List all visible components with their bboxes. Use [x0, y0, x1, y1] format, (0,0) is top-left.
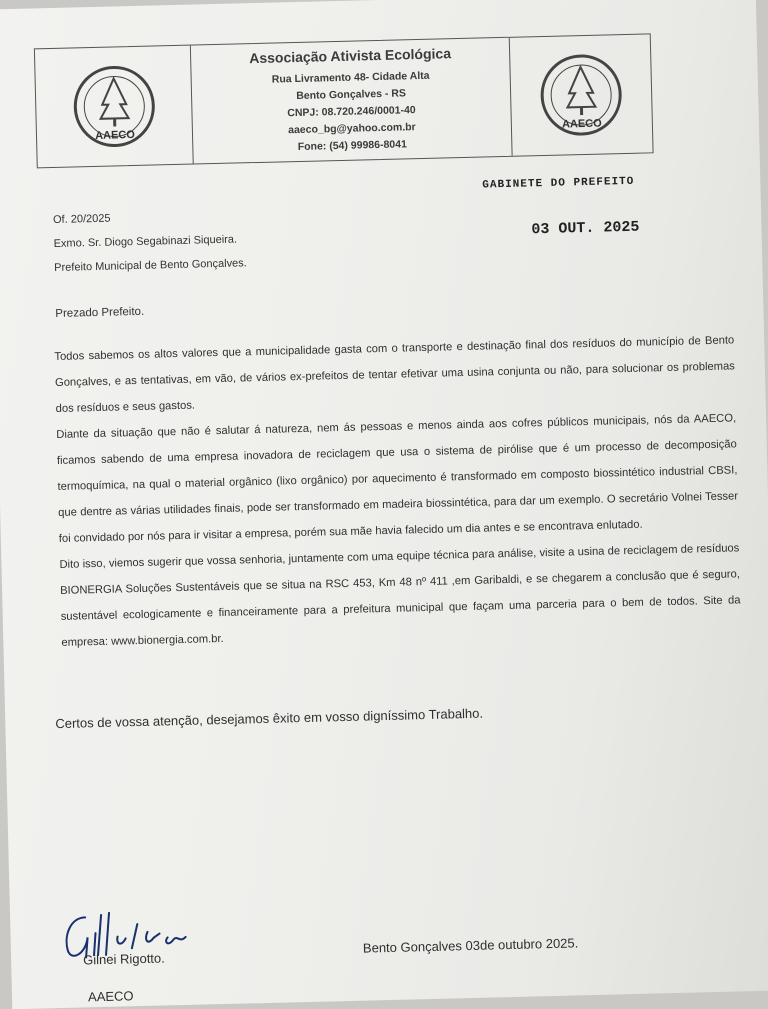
- aaeco-logo-icon: [538, 52, 624, 138]
- left-logo-cell: [35, 46, 194, 168]
- letterhead: [34, 33, 654, 168]
- stamp-date: 03 OUT. 2025: [531, 219, 639, 239]
- signer-name: Gilnei Rigotto.: [83, 950, 165, 967]
- closing-line: Certos de vossa atenção, desejamos êxito em vosso digníssimo Trabalho.: [55, 706, 483, 731]
- svg-text:AAECO: AAECO: [95, 129, 135, 142]
- letter-body: [54, 327, 741, 656]
- org-city: Bento Gonçalves - RS: [192, 83, 510, 108]
- org-address: Rua Livramento 48- Cidade Alta: [192, 66, 510, 91]
- signer-org: AAECO: [88, 988, 134, 1004]
- letter-reference: Of. 20/2025: [53, 213, 111, 226]
- svg-text:AAECO: AAECO: [562, 118, 602, 131]
- aaeco-logo-icon: [71, 63, 157, 149]
- right-logo-cell: [509, 34, 653, 155]
- org-email: aaeco_bg@yahoo.com.br: [193, 117, 511, 142]
- stamp-title: GABINETE DO PREFEITO: [482, 176, 634, 192]
- salutation: Prezado Prefeito.: [55, 306, 144, 320]
- org-cnpj: CNPJ: 08.720.246/0001-40: [192, 100, 510, 125]
- body-paragraph-3: Dito isso, viemos sugerir que vossa senhoria, juntamente com uma equipe técnica para análise, visite a usina de reciclagem de resíduos BIONERGIA Soluções Sustentáveis que se situa na RSC 453, Km 48 nº 411 ,em Garibaldi, e se chegarem a conclusão que é seguro, sustentável ecologicamente e financeiramente para a prefeitura municipal que façam uma parceria para o bem de todos. Site da empresa: www.bionergia.com.br.: [59, 535, 741, 656]
- letter-recipient-title: Prefeito Municipal de Bento Gonçalves.: [54, 257, 247, 274]
- letter-recipient: Exmo. Sr. Diogo Segabinazi Siqueira.: [54, 234, 238, 250]
- org-phone: Fone: (54) 99986-8041: [193, 134, 511, 159]
- place-date: Bento Gonçalves 03de outubro 2025.: [363, 935, 579, 955]
- body-paragraph-2: Diante da situação que não é salutar á natureza, nem ás pessoas e menos ainda aos cofres públicos municipais, nós da AAECO, ficamos sabendo de uma empresa inovadora de reciclagem que usa o sistema de pirólise que é um processo de decomposição termoquímica, na qual o material orgânico (lixo orgânico) por aquecimento é transformado em composto biossintético industrial CBSI, que dentre as várias utilidades finais, pode ser transformado em madeira biossintética, para dar um exemplo. O secretário Volnei Tesser foi convidado por nós para ir visitar a empresa, porém sua mãe havia falecido um dia antes e se encontrava enlutado.: [56, 405, 739, 552]
- org-name: Associação Ativista Ecológica: [191, 44, 509, 68]
- letterhead-info: [191, 38, 512, 164]
- body-paragraph-1: Todos sabemos os altos valores que a municipalidade gasta com o transporte e destinação final dos resíduos do município de Bento Gonçalves, e as tentativas, em vão, de vários ex-prefeitos de tentar efetivar uma usina conjunta ou não, para solucionar os problemas dos resíduos e seus gastos.: [54, 327, 736, 422]
